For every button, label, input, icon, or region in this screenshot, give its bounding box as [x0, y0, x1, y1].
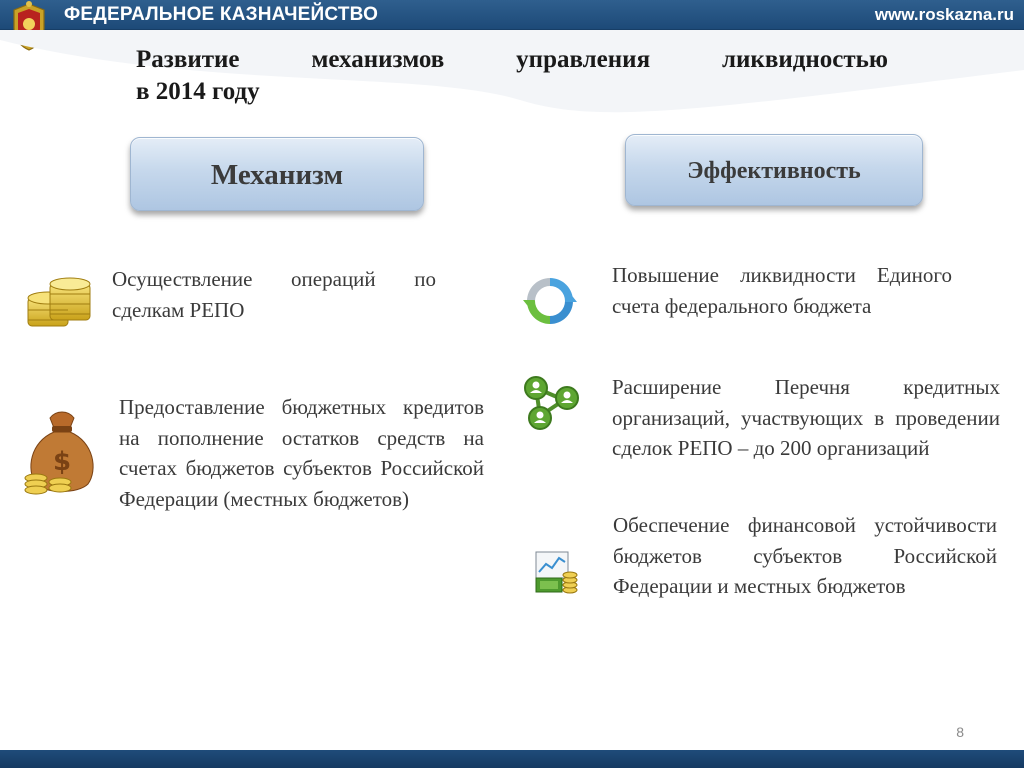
page-number: 8: [956, 724, 964, 740]
svg-text:$: $: [52, 447, 72, 477]
gold-coins-icon: [22, 268, 96, 332]
efficiency-text-2: Расширение Перечня кредитных организаций, участвующих в проведении сделок РЕПО – до 200 организаций: [612, 375, 1000, 460]
efficiency-text-3: Обеспечение финансовой устойчивости бюджетов субъектов Российской Федерации и местных бюджетов: [613, 513, 997, 598]
efficiency-header: Эффективность: [625, 134, 923, 206]
site-url[interactable]: www.roskazna.ru: [874, 5, 1014, 24]
header-bar: [0, 0, 1024, 30]
refresh-cycle-icon: [521, 272, 579, 330]
title-line-2: в 2014 году: [136, 78, 260, 105]
money-bag-icon: [22, 408, 102, 496]
mechanism-text-2: Предоставление бюджетных кредитов на пополнение остатков средств на счетах бюджетов субъектов Российской Федерации (местных бюджетов): [119, 395, 484, 511]
footer-bar: [0, 750, 1024, 768]
finance-chart-icon: [532, 548, 580, 596]
org-name: ФЕДЕРАЛЬНОЕ КАЗНАЧЕЙСТВО: [64, 4, 379, 25]
efficiency-text-1: Повышение ликвидности Единого счета федерального бюджета: [612, 263, 952, 318]
mechanism-header: Механизм: [130, 137, 424, 211]
slide-title: [136, 44, 888, 108]
title-line-1: Развитие механизмов управления ликвидностью: [136, 46, 888, 73]
network-people-icon: [520, 374, 582, 432]
mechanism-text-1: Осуществление операций по сделкам РЕПО: [112, 267, 436, 322]
